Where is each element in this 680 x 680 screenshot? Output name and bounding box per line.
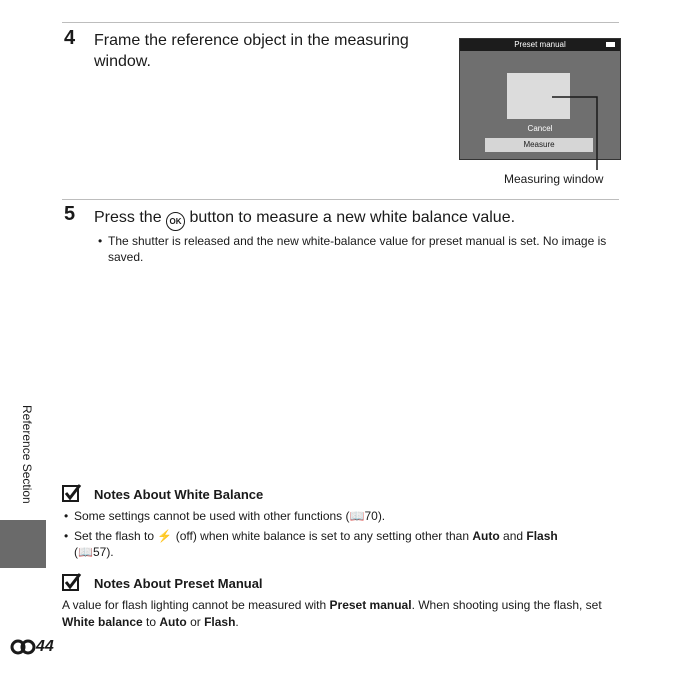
note-1-bullet-2-b: (off) when white balance is set to any setting other than: [175, 529, 469, 543]
note-2-text-a: A value for flash lighting cannot be measured with: [62, 598, 327, 612]
check-note-icon: [62, 572, 82, 592]
callout-line: [0, 0, 680, 200]
note-1-ref2-close: ).: [106, 545, 114, 559]
bullet-dot-icon: •: [64, 529, 69, 543]
note-preset-manual-title: Notes About Preset Manual: [94, 576, 263, 591]
section-tab: [0, 520, 46, 568]
step-5-text-before: Press the: [94, 209, 162, 226]
note-2-flash: Flash: [204, 615, 236, 629]
ok-button-icon: OK: [166, 212, 185, 231]
note-2-text-b: . When shooting using the flash, set: [411, 598, 602, 612]
step-5-text-after: button to measure a new white balance value.: [189, 209, 516, 226]
flash-off-icon: ⚡: [157, 529, 173, 543]
reference-section-icon: [10, 639, 36, 655]
page-number: [10, 638, 54, 656]
note-2-or: or: [190, 615, 201, 629]
step-5-bullet-text: The shutter is released and the new white-balance value for preset manual is set. No image is saved.: [108, 234, 607, 264]
note-1-auto: Auto: [472, 529, 500, 543]
step-4-text: Frame the reference object in the measuring window.: [94, 32, 409, 70]
step-5-text: [94, 207, 614, 231]
note-1-ref-end: ).: [377, 509, 386, 523]
note-1-bullet-1-text: Some settings cannot be used with other functions (: [74, 509, 350, 523]
note-1-and: and: [503, 529, 524, 543]
note-2-preset-manual: Preset manual: [329, 598, 412, 612]
camera-measure-button: Measure: [485, 138, 593, 152]
book-ref-icon: 📖: [78, 545, 93, 559]
note-white-balance-title: Notes About White Balance: [94, 487, 264, 502]
note-2-to: to: [146, 615, 157, 629]
note-1-bullet-2-a: Set the flash to: [74, 529, 155, 543]
note-1-ref2: 57: [92, 545, 107, 559]
note-2-auto: Auto: [159, 615, 187, 629]
step-5-number: 5: [64, 203, 76, 225]
note-1-bullet-2: [64, 528, 614, 560]
reference-section-label: Reference Section: [20, 405, 34, 504]
note-1-ref2-open: (: [74, 545, 78, 559]
page-number-text: 44: [36, 638, 54, 655]
note-1-flash: Flash: [526, 529, 558, 543]
note-1-ref: 70: [364, 509, 378, 523]
note-2-text: [62, 597, 622, 631]
check-note-icon: [62, 483, 82, 503]
camera-cancel-label: Cancel: [527, 124, 553, 133]
bullet-dot-icon: •: [98, 234, 103, 248]
note-2-white-balance: White balance: [62, 615, 143, 629]
book-ref-icon: 📖: [349, 509, 365, 523]
step-5-bullet: [98, 233, 618, 265]
bullet-dot-icon: •: [64, 509, 69, 523]
step-5-rule: [62, 199, 619, 200]
measuring-window-callout: Measuring window: [504, 172, 604, 186]
note-2-end: .: [235, 615, 239, 629]
step-4-number: 4: [64, 27, 76, 49]
note-1-bullet-1: [64, 508, 614, 524]
camera-screen-title: Preset manual: [514, 40, 566, 49]
